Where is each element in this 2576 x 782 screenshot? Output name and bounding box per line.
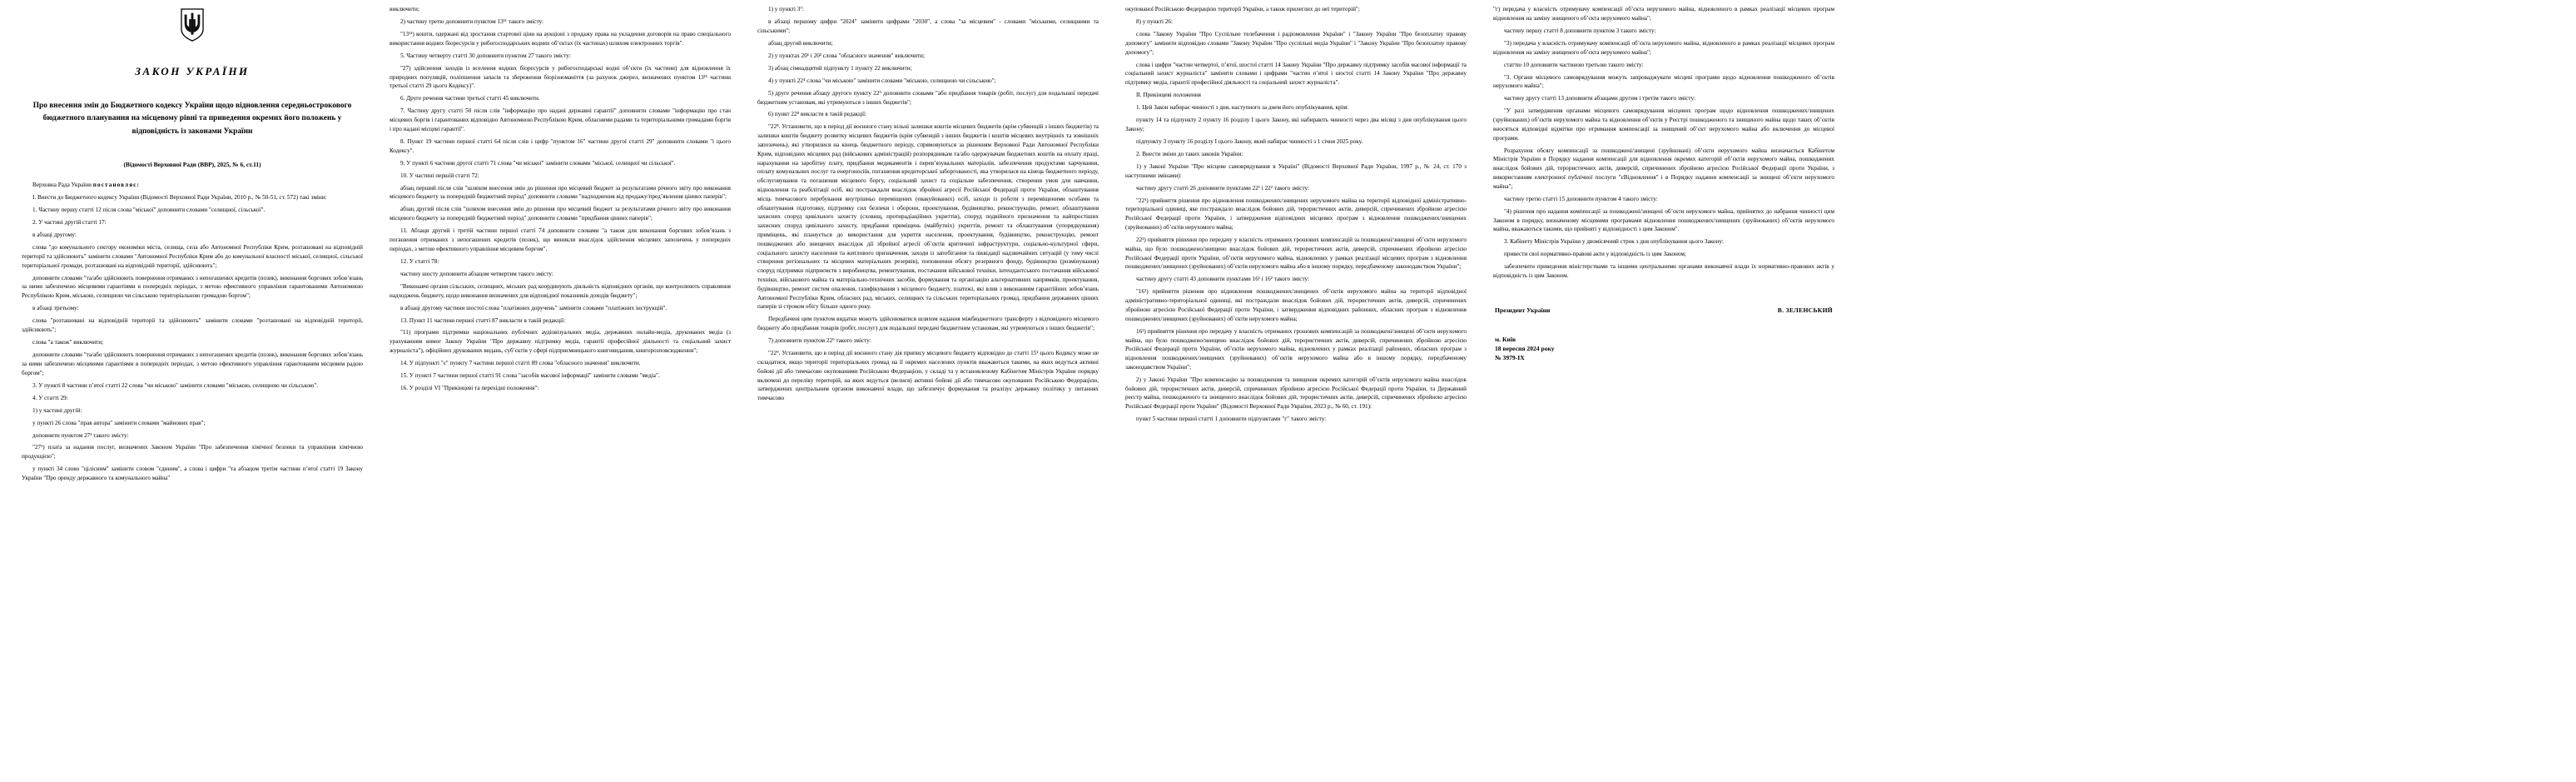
- paragraph: у пункті 26 слова "прав автора" замінити словами "майнових прав";: [32, 419, 206, 426]
- paragraph: доповнити пунктом 27¹ такого змісту:: [32, 431, 129, 439]
- paragraph: у пункті 34 слово "цілісним" замінити словом "єдиним", а слова і цифри "та абзацом третім частини п’ятої статті 19 Закону України "Про оренду державного та комунального майна": [22, 466, 363, 482]
- paragraph: слова "розташовані на відповідній території та здійснюють" замінити словами "розташовані на відповідній території, здійснюють";: [22, 317, 363, 334]
- paragraph: "22⁸. Установити, що в період дії воєнного стану вільні залишки коштів місцевих бюджетів (крім субвенцій з інших бюджетів) та залишки коштів бюджету розвитку місцевих бюджетів (крім субвенцій з інших бюджетів і коштів місцевих внутрішніх та зовнішніх запозичень), які утворилися на кінець бюджетного періоду, спрямовуються за рішенням Верховної Ради Автономної Республіки Крим, відповідних місцевих рад (військових адміністрацій) розпорядникам та/або одержувачам бюджетних коштів на оплату праці, нарахування на заробітну плату, придбання медикаментів і перев’язувальних матеріалів, забезпечення продуктами харчування, оплату комунальних послуг та енергоносіїв, погашення кредиторської заборгованості, яка утворилася на кінець бюджетного періоду, обслуговування та погашення місцевого боргу, соціальний захист та соціальне забезпечення, створення умов для навчання, відновлення та реабілітації осіб, які постраждали внаслідок збройної агресії Російської Федерації проти України, облаштування місць тимчасового перебування внутрішньо переміщених (евакуйованих) осіб, заходи із роботи з переміщеними особами та облаштування підготовку, підтримку сил безпеки і оборони, проектування, будівництво, реконструкцію, ремонт, облаштування захисних споруд цивільного захисту (сховищ, протирадіаційних укриттів), споруд подвійного призначення та найпростіших захисних споруд цивільного захисту, придбання приміщень (майбутніх) укриттів, ремонт та облаштування (упорядкування) приміщень, які планується до використання для укриття населення, проектування, будівництво, реконструкцію, ремонт пошкоджених або знищених внаслідок дії збройної агресії об’єктів критичної інфраструктури, соціально-культурної сфери, соціального захисту населення та житлового призначення, заходи із запобігання та ліквідації надзвичайних ситуацій (у тому числі створення регіональних та місцевих матеріальних резервів), поповнення обсягу резервного фонду, будівництво (розмінування) споруд підтримки підприємств з виробництва, ремонтування, постачання військової техніки, інтендантського постачання військової техніки, військового майна та матеріально-технічних засобів, формування та організацію альтернативних напрямків, проектування, будівництво, ремонт систем опалення, газифікування з місцевого бюджету, платежі, які влив з виконанням гарантійних зобов’язань Автономної Республіки Крим, обласних рад, міських, селищних та сільських територіальних громад, придбання державних цінних паперів зі строком обігу більше одного року.: [757, 123, 1099, 311]
- paragraph: 10. У частині першій статті 72:: [400, 172, 479, 179]
- paragraph: 11. Абзаци другий і третій частини першої статті 74 доповнити словами "а також для виконання боргових зобов’язань з погашення отриманих з непогашених кредитів (позик), що виникли внаслідок здійснення місцевих запозичень у попередніх періодах, з метою ефективного управління місцевим боргом".: [390, 227, 731, 252]
- paragraph: доповнити словами "та/або здійснюють повернення отриманих з непогашених кредитів (позик), виконання боргових зобов’язань за ними забезпечено місцевими гарантіями в попередніх періодах, з метою ефективного управління гарантованими Автономною Республікою Крим, міською, селищною чи сільською територіальною громадою боргом";: [22, 274, 363, 300]
- enacting-clause-prefix: Верховна Рада України: [32, 182, 93, 189]
- emblem-container: [22, 8, 363, 42]
- signing-place: м. Київ: [1495, 336, 1516, 344]
- paragraph: 2. У частині другій статті 17:: [32, 219, 107, 227]
- paragraph: 1) у пункті 3⁷:: [768, 6, 804, 12]
- paragraph: абзац другий виключити;: [768, 39, 833, 47]
- law-label: ЗАКОН УКРАЇНИ: [135, 65, 250, 77]
- paragraph: 1) у частині другій:: [32, 406, 82, 414]
- source-reference: (Відомості Верховної Ради (ВВР), 2025, № 6, ст.11): [123, 161, 261, 169]
- paragraph: 3) абзац сімнадцятий підпункту 1 пункту 22 виключити;: [768, 64, 912, 72]
- paragraph: 15. У пункті 7 частини першої статті 91 слова "засобів масової інформації" замінити словами "медіа".: [400, 372, 660, 380]
- paragraph: 1) у Законі України "Про місцеве самоврядування в Україні" (Відомості Верховної Ради України, 1997 р., № 24, ст. 170 з наступними змінами):: [1125, 162, 1467, 179]
- paragraph: слова "до комунального сектору економіки міста, селища, села або Автономної Республіки Крим, розташовані на відповідній території та здійснюють" замінити словами "Автономної Республіки Крим або до комунальної власності міської, селищної, сільської територіальної громади, розташовані на відповідній території, здійснюють";: [22, 244, 363, 269]
- paragraph: слова і цифри "частин четвертої, п’ятої, шостої статті 14 Закону України "Про державну підтримку засобів масової інформації та соціальний захист журналіста" замінити словами і цифрами "частин п’ятої і шостої статті 14 Закону України "Про державну підтримку медіа, гарантії професійної діяльності та соціальний захист журналіста".: [1125, 61, 1467, 87]
- page-title: Про внесення змін до Бюджетного кодексу України щодо відновлення середньострокового бюджетного планування на місцевому рівні та приведення окремих його положень у відповідність із законами України: [32, 101, 352, 136]
- paragraph: "22¹) прийняття рішення про відновлення пошкоджених/знищених нерухомого майна на території відповідної адміністративно-територіальної одиниці, яке постраждало внаслідок бойових дій, терористичних актів, диверсій, спричинених збройною агресією Російської Федерації проти України, і затвердження відповідних місцевих програм з відновлення пошкоджених/знищених (зруйнованих) об’єктів нерухомого майна;: [1125, 197, 1467, 231]
- paragraph: абзац другий після слів "шляхом внесення змін до рішення про місцевий бюджет за результатами річного звіту про виконання місцевого бюджету за попередній бюджетний період" доповнити словами "придбання цінних паперів";: [390, 206, 731, 222]
- paragraph: слова "Закону України "Про Суспільне телебачення і радіомовлення України" і "Закону України "Про безоплатну правову допомогу" замінити відповідно словами "Закону України "Про суспільні медіа України" і "Закону України "Про безоплатну правову допомогу";: [1125, 30, 1467, 56]
- document-column-1: [8, 5, 376, 780]
- paragraph: "27¹) плата за надання послуг, визначених Законом України "Про забезпечення хімічної безпеки та управління хімічною продукцією";: [22, 444, 363, 461]
- paragraph: "У разі затвердження органами місцевого самоврядування місцевих програм щодо відновлення пошкоджених/знищених (зруйнованих) об’єктів нерухомого майна та відновлення об’єктів у Реєстрі пошкодженого та знищеного майна щодо таких об’єктів вносяться відповідні відмітки про отримання компенсації за знищений об’єкт нерухомого майна або включення до місцевої програми.: [1493, 107, 1834, 142]
- paragraph: I. Внести до Бюджетного кодексу України (Відомості Верховної Ради України, 2010 р., № 50-51, ст. 572) такі зміни:: [32, 194, 327, 202]
- document-column-3: [744, 5, 1112, 780]
- document-number: № 3979-IX: [1495, 354, 1525, 362]
- paragraph: виключити;: [390, 6, 419, 12]
- paragraph: частину другу статті 43 доповнити пунктами 16¹ і 16² такого змісту:: [1136, 276, 1310, 283]
- paragraph: пункт 5 частини першої статті 1 доповнити підпунктами "г" такого змісту:: [1136, 416, 1327, 423]
- paragraph: "13¹¹) кошти, одержані від зростання стартової ціни на аукціоні з продажу права на укладення договорів на право спеціального використання водних біоресурсів у рибогосподарських водних об’єктах (їх частинах) шляхом електронних торгів".: [390, 30, 731, 47]
- paragraph: 1. Цей Закон набирає чинності з дня, наступного за днем його опублікування, крім:: [1136, 104, 1349, 112]
- paragraph: забезпечити приведення міністерствами та іншими центральними органами виконавчої влади їх нормативно-правових актів у відповідність із цим Законом.: [1493, 263, 1834, 280]
- paragraph: 2) у Законі України "Про компенсацію за пошкодження та знищення окремих категорій об’єктів нерухомого майна внаслідок бойових дій, терористичних актів, диверсій, спричинених збройною агресією Російської Федерації проти України, та Державний реєстр майна, пошкодженого та знищеного внаслідок бойових дій, терористичних актів, диверсій, спричинених збройною агресією Російської Федерації проти України" (Відомості Верховної Ради України, 2023 р., № 60, ст. 191):: [1125, 376, 1467, 411]
- document-column-4: [1112, 5, 1480, 780]
- paragraph: 4) у пункті 22⁴ слова "чи міською" замінити словами "міською, селищною чи сільською";: [768, 77, 996, 84]
- paragraph: 5. Частину четверту статті 30 доповнити пунктом 27 такого змісту:: [400, 52, 571, 59]
- paragraph: 14. У підпункті "є" пункту 7 частини першої статті 89 слова "обласного значення" виключити.: [400, 360, 641, 367]
- paragraph: підпункту 3 пункту 16 розділу I цього Закону, який набирає чинності з 1 січня 2025 року.: [1136, 137, 1363, 145]
- paragraph: окупованої Російською Федерацією території України, а також прилеглих до неї територій";: [1125, 6, 1360, 12]
- paragraph: 7) доповнити пунктом 22⁹ такого змісту:: [768, 337, 871, 345]
- paragraph: частину другу статті 26 доповнити пунктами 22¹ і 22² такого змісту:: [1136, 184, 1310, 192]
- paragraph: в абзаці другому:: [32, 232, 77, 239]
- paragraph: 16²) прийняття рішення про передачу у власність отриманих грошових компенсацій за пошкоджені/знищені об’єкти нерухомого майна, що було пошкоджено/знищено внаслідок бойових дій, терористичних актів, диверсій, спричинених збройною агресією Російської Федерації проти України, об’єктів нерухомого майна, відновлених у рамках реалізації районних, обласних програм з відновлення пошкоджених/знищених (зруйнованих) об’єктів нерухомого майна або в іншому порядку, передбаченому законодавством України";: [1125, 327, 1467, 371]
- paragraph: 3. У пункті 8 частини п’ятої статті 22 слова "чи міською" замінити словами "міською, селищною чи сільською".: [32, 381, 319, 389]
- paragraph: слова "а також" виключити;: [32, 339, 104, 346]
- paragraph: 22²) прийняття рішення про передачу у власність отриманих грошових компенсацій за пошкоджені/знищені об’єкти нерухомого майна, що було пошкоджено/знищено внаслідок бойових дій, терористичних актів, диверсій, спричинених збройною агресією Російської Федерації проти України, об’єктів нерухомого майна, відновлених у рамках реалізації місцевих програм з відновлення пошкоджених/знищених (зруйнованих) об’єктів нерухомого майна або в іншому порядку, передбаченому законодавством України";: [1125, 236, 1467, 271]
- signatory-name: В. ЗЕЛЕНСЬКИЙ: [1777, 306, 1833, 314]
- enacting-clause-emphasis: постановляє:: [92, 182, 140, 189]
- paragraph: 1. Частину першу статті 12 після слова "міської" доповнити словами "селищної, сільської".: [32, 207, 266, 214]
- paragraph: Передбачені цим пунктом видатки можуть здійснюватися шляхом надання міжбюджетного трансферту з відповідного місцевого бюджету або придбання товарів (робіт, послуг) для подальшої передачі бюджетним установам, які утримуються з інших бюджетів";: [757, 316, 1099, 332]
- paragraph: частину першу статті 8 доповнити пунктом 3 такого змісту:: [1504, 27, 1656, 34]
- signing-date: 18 вересня 2024 року: [1495, 345, 1555, 353]
- paragraph: доповнити словами "та/або здійснюють повернення отриманих з непогашених кредитів (позик), виконання боргових зобов’язань за ними забезпечено місцевими гарантіями в попередніх періодах, з метою ефективного управління гарантованим місцевим радою боргом";: [22, 351, 363, 376]
- paragraph: "4) рішення про надання компенсації за пошкоджені/знищені об’єкти нерухомого майна, прийнятих до набрання чинності цим Законом в порядку, визначеному місцевими програмами відновлення пошкоджених/знищених (зруйнованих) об’єктів нерухомого майна, вважаються такими, що прийняті у відповідності з цим Законом".: [1493, 207, 1834, 233]
- document-column-5: [1480, 5, 1848, 780]
- paragraph: 16. У розділі VI "Прикінцеві та перехідні положення":: [400, 385, 539, 392]
- paragraph: 2. Внести зміни до таких законів України:: [1136, 150, 1243, 157]
- paragraph: "11) програми підтримки національних публічних аудіовізуальних медіа, державних онлайн-медіа, друкованих медіа (з урахуванням вимог Закону України "Про державну підтримку медіа, гарантії професійної діяльності та соціальний захист журналіста"), офіційних друкованих видань, суб’єктів у сфері підприємницького книговидання, книгорозповсюдження";: [390, 329, 731, 355]
- paragraph: абзац перший після слів "шляхом внесення змін до рішення про місцевий бюджет за результатами річного звіту про виконання місцевого бюджету за попередній бюджетний період" доповнити словами "надходження від продажу/пред’явлення цінних паперів";: [390, 184, 731, 201]
- ukraine-trident-emblem-icon: [181, 8, 204, 42]
- signatory-title: Президент України: [1495, 306, 1551, 314]
- paragraph: "16¹) прийняття рішення про відновлення пошкоджених/знищених об’єктів нерухомого майна на території відповідної адміністративно-територіальної одиниці, які постраждали внаслідок бойових дій, терористичних актів, диверсій, спричинених збройною агресією Російської Федерації проти України, і затвердження відповідних районних, обласних програм з відновлення пошкоджених/знищених (зруйнованих) об’єктів нерухомого майна;: [1125, 288, 1467, 322]
- document-column-2: [376, 5, 744, 780]
- paragraph: привести свої нормативно-правові акти у відповідність із цим Законом;: [1504, 251, 1686, 258]
- paragraph: частину другу статті 13 доповнити абзацами другим і третім такого змісту:: [1504, 95, 1695, 102]
- paragraph: 8. Пункт 19 частини першої статті 64 після слів і цифр "пунктом 16" частини другої статті 29" доповнити словами "і цього Кодексу".: [390, 137, 731, 154]
- column-1-body: [22, 193, 363, 483]
- paragraph: 3. Кабінету Міністрів України у двомісячний строк з дня опублікування цього Закону:: [1504, 238, 1724, 246]
- paragraph: в абзаці третьому:: [32, 305, 79, 312]
- paragraph: "г) передача у власність отримувачу компенсації об’єкта нерухомого майна, відновленого в рамках реалізації місцевих програм відновлення на заміну знищеного об’єкта нерухомого майна";: [1493, 6, 1834, 22]
- signature-block: [1493, 306, 1834, 315]
- paragraph: Розрахунок обсягу компенсації за пошкоджені/знищені (зруйновані) об’єкти нерухомого майна визначається Кабінетом Міністрів України в Порядку надання компенсації для відновлення окремих категорій об’єктів нерухомого майна, пошкоджених внаслідок бойових дій, терористичних актів, диверсій, спричинених збройною агресією Російської Федерації проти України, з використанням електронної публічної послуги "єВідновлення" і в Порядку надання компенсації за знищені об’єкти нерухомого майна";: [1493, 147, 1834, 190]
- paragraph: "Виконавчі органи сільських, селищних, міських рад координують діяльність відповідних органів, що контролюють справляння надходжень бюджету, щодо виконання визначених для відповідної показників доходів бюджету";: [390, 282, 731, 299]
- paragraph: 2) у пунктах 20¹ і 20² слова "обласного значення" виключити;: [768, 52, 925, 59]
- paragraph: "27) здійснення заходів із вселення водних біоресурсів у рибогосподарські водні об’єкти (їх частини) для відновлення їх природних популяцій, поліпшення запасів та збереження біорізноманіття (за рахунок джерел, визначених пунктом 13¹¹ частини третьої статті 29 цього Кодексу)".: [390, 64, 731, 90]
- paragraph: 13. Пункт 11 частини першої статті 87 викласти в такій редакції:: [400, 316, 566, 324]
- paragraph: статтю 10 доповнити частиною третьою такого змісту:: [1504, 61, 1644, 68]
- section-heading: II. Прикінцеві положення: [1136, 92, 1201, 99]
- enacting-clause: [22, 181, 363, 190]
- paragraph: 2) частину третю доповнити пунктом 13¹¹ такого змісту:: [400, 17, 544, 25]
- paragraph: 9. У пункті 6 частини другої статті 71 слова "чи міської" замінити словами "міської, селищної чи сільської".: [400, 159, 676, 167]
- paragraph: 8) у пункті 26:: [1136, 17, 1173, 25]
- paragraph: пункту 14 та підпункту 2 пункту 16 розділу I цього Закону, які набирають чинності через два місяці з дня опублікування цього Закону;: [1125, 117, 1467, 132]
- paragraph: "3) передача у власність отримувачу компенсації об’єкта нерухомого майна, відновленого в рамках реалізації місцевих програм відновлення на заміну знищеного об’єкта нерухомого майна";: [1493, 39, 1834, 56]
- place-and-date-block: [1493, 335, 1834, 362]
- paragraph: частину третю статті 15 доповнити пунктом 4 такого змісту:: [1504, 195, 1658, 202]
- paragraph: 7. Частину другу статті 50 після слів "інформацію про надані державні гарантії" доповнити словами "інформацію про стан місцевих боргів і гарантованих відповідно Автономною Республікою Крим, обласними радами та територіальними громадами боргів і про надані місцеві гарантії".: [390, 107, 731, 132]
- paragraph: "22⁹. Установити, що в період дії воєнного стану дія припису місцевого бюджету відповідно до статті 15¹ цього Кодексу може не складатися, якщо території територіальних громад на її окремих населених пунктів вважаються такими, на яких ведуться активні бойові дії або тимчасово окупованими Російською Федерацією, у складі та у встановленому Кабінетом Міністрів України порядку включені до переліку територій, на яких ведуться (велися) активні бойові дії або тимчасово окупованих Російською Федерацією, затверджених центральним органом виконавчої влади, що забезпечує формування та реалізує державну політику у питаннях тимчасово: [757, 350, 1099, 402]
- paragraph: в абзаці другому частини шостої слова "платіжних доручень" замінити словами "платіжних інструкцій".: [400, 304, 668, 311]
- paragraph: 12. У статті 78:: [400, 257, 439, 265]
- paragraph: 6. Друге речення частини третьої статті 45 виключити.: [400, 95, 540, 102]
- paragraph: "3. Органи місцевого самоврядування можуть запроваджувати місцеві програми щодо відновлення пошкодженого об’єктів нерухомого майна";: [1493, 73, 1834, 90]
- paragraph: 6) пункт 22⁸ викласти в такій редакції:: [768, 111, 866, 118]
- paragraph: частину шосту доповнити абзацом четвертим такого змісту:: [400, 270, 553, 277]
- paragraph: 4. У статті 29:: [32, 394, 68, 401]
- paragraph: 5) друге речення абзацу другого пункту 22⁵ доповнити словами "або придбання товарів (робіт, послуг) для подальшої передачі бюджетним установам, які утримуються з інших бюджетів";: [757, 89, 1099, 106]
- paragraph: в абзаці першому цифри "2024" замінити цифрами "2030", а слова "за місцевим" - словами "міськими, селищними та сільськими";: [757, 17, 1099, 34]
